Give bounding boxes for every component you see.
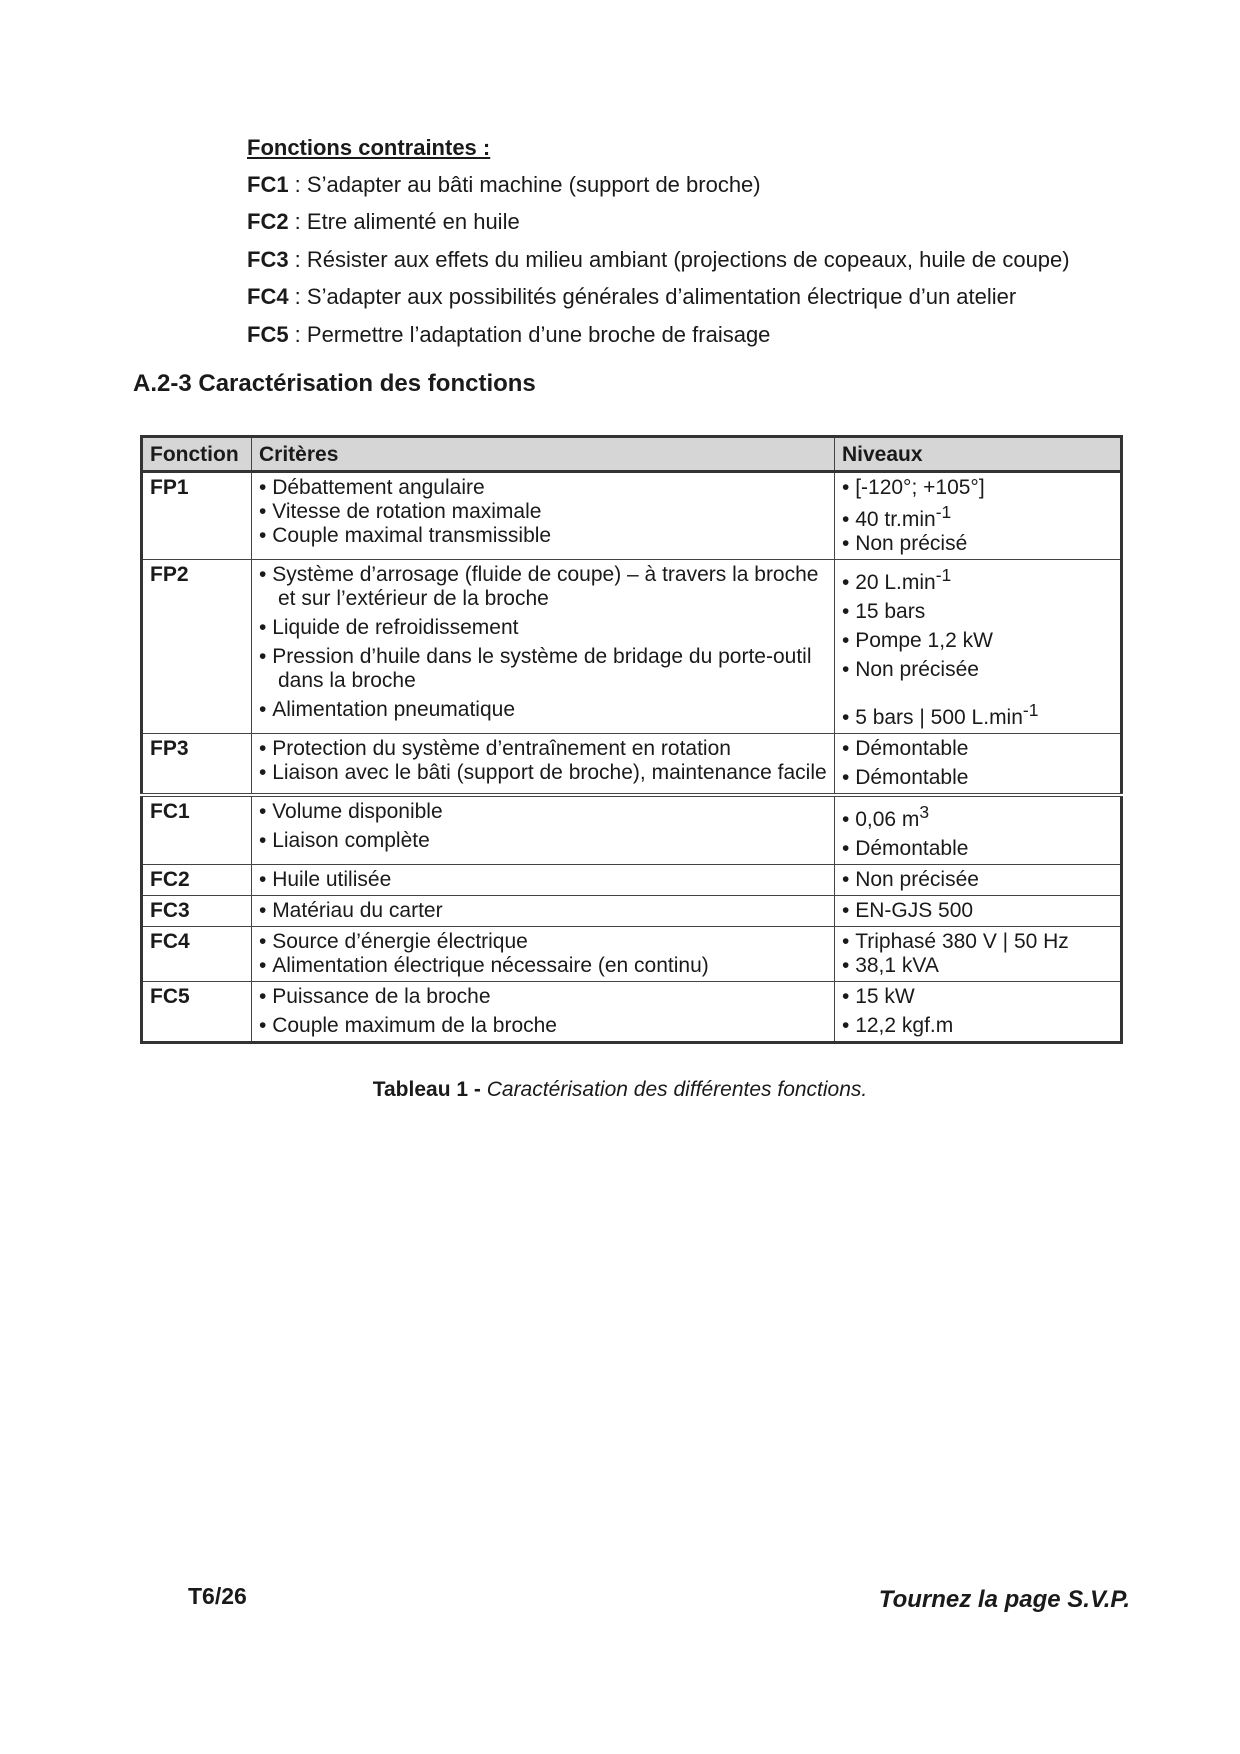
- table-row: [142, 927, 1122, 982]
- constraint-text: : Etre alimenté en huile: [288, 209, 520, 235]
- constraint-text: : S’adapter aux possibilités générales d’alimentation électrique d’un atelier: [288, 284, 1017, 310]
- criterion: • Alimentation pneumatique: [259, 698, 827, 722]
- criterion: • Pression d’huile dans le système de bridage du porte-outil dans la broche: [259, 645, 827, 693]
- table-row: [142, 472, 1122, 560]
- criteria-cell: [252, 896, 835, 927]
- criteria-cell: [252, 982, 835, 1043]
- caption-text: Caractérisation des différentes fonctions.: [486, 1078, 868, 1101]
- level: • 40 $tr.\min^{-1}$: [842, 500, 1113, 532]
- level: • Non précisé: [842, 532, 1113, 556]
- constraint-item: [247, 173, 1070, 210]
- header-criteria: Critères: [252, 437, 835, 472]
- table-row: [142, 982, 1122, 1043]
- criterion: • Protection du système d’entraînement en rotation: [259, 737, 827, 761]
- page-number: T6/26: [188, 1583, 247, 1609]
- levels-cell: [835, 795, 1122, 865]
- function-cell: FC4: [142, 927, 252, 982]
- table-row: [142, 560, 1122, 734]
- levels-cell: [835, 472, 1122, 560]
- function-cell: FC5: [142, 982, 252, 1043]
- criterion: • Matériau du carter: [259, 899, 827, 923]
- constraint-code: FC5: [247, 321, 289, 347]
- criterion: • Système d’arrosage (fluide de coupe) – à travers la broche et sur l’extérieur de la broche: [259, 563, 827, 611]
- levels-cell: [835, 734, 1122, 796]
- level: • EN-GJS 500: [842, 899, 1113, 923]
- constraint-item: [247, 210, 1070, 247]
- level: • 0,06 $m^3$: [842, 800, 1113, 832]
- levels-cell: [835, 927, 1122, 982]
- constraint-code: FC4: [247, 284, 289, 310]
- header-levels: Niveaux: [835, 437, 1122, 472]
- levels-cell: [835, 896, 1122, 927]
- section-title: A.2-3 Caractérisation des fonctions: [133, 370, 536, 397]
- level: • 38,1 kVA: [842, 954, 1113, 978]
- function-cell: FC3: [142, 896, 252, 927]
- level: • Démontable: [842, 737, 1113, 761]
- criteria-cell: [252, 734, 835, 796]
- constraint-item: [247, 323, 1070, 360]
- level: • Démontable: [842, 766, 1113, 790]
- criteria-cell: [252, 472, 835, 560]
- level: • Démontable: [842, 837, 1113, 861]
- criterion: • Huile utilisée: [259, 868, 827, 892]
- table-row: [142, 896, 1122, 927]
- level: • Pompe 1,2 kW: [842, 629, 1113, 653]
- header-function: Fonction: [142, 437, 252, 472]
- constraint-code: FC1: [247, 172, 289, 197]
- criteria-cell: [252, 560, 835, 734]
- criteria-cell: [252, 927, 835, 982]
- criterion: • Liaison avec le bâti (support de broche), maintenance facile: [259, 761, 827, 785]
- criterion: • Liaison complète: [259, 829, 827, 853]
- function-cell: FP1: [142, 472, 252, 560]
- levels-cell: [835, 982, 1122, 1043]
- constraint-text: : S’adapter au bâti machine (support de broche): [288, 172, 761, 197]
- caption-label: Tableau 1 -: [372, 1078, 487, 1101]
- levels-cell: [835, 560, 1122, 734]
- level: • Non précisée: [842, 658, 1113, 682]
- criteria-cell: [252, 795, 835, 865]
- table-row: [142, 865, 1122, 896]
- level: • 15 bars: [842, 600, 1113, 624]
- function-cell: FP3: [142, 734, 252, 796]
- criterion: • Vitesse de rotation maximale: [259, 500, 827, 524]
- table-caption: [0, 1078, 1240, 1102]
- level: • Non précisée: [842, 868, 1113, 892]
- level: • Triphasé 380 V | 50 Hz: [842, 930, 1113, 954]
- constraint-text: : Permettre l’adaptation d’une broche de fraisage: [288, 321, 771, 347]
- criterion: • Volume disponible: [259, 800, 827, 824]
- constraint-item: [247, 248, 1070, 285]
- function-cell: FC2: [142, 865, 252, 896]
- criterion: • Puissance de la broche: [259, 985, 827, 1009]
- table-row: [142, 734, 1122, 796]
- characterization-table: [140, 435, 1123, 1044]
- criterion: • Couple maximal transmissible: [259, 524, 827, 548]
- criterion: • Débattement angulaire: [259, 476, 827, 500]
- levels-cell: [835, 865, 1122, 896]
- criteria-cell: [252, 865, 835, 896]
- criterion: • Alimentation électrique nécessaire (en continu): [259, 954, 827, 978]
- level: • 20 $L.\min^{-1}$: [842, 563, 1113, 595]
- level: • 12,2 kgf.m: [842, 1014, 1113, 1038]
- table-header-row: [142, 437, 1122, 472]
- level: • 5 bars | 500 $L.\min^{-1}$: [842, 698, 1113, 730]
- level: • 15 kW: [842, 985, 1113, 1009]
- constraint-functions: [247, 136, 1070, 360]
- turn-page-note: Tournez la page S.V.P.: [878, 1586, 1130, 1613]
- criterion: • Source d’énergie électrique: [259, 930, 827, 954]
- constraint-text: : Résister aux effets du milieu ambiant (projections de copeaux, huile de coupe): [288, 246, 1070, 272]
- function-cell: FP2: [142, 560, 252, 734]
- criterion: • Couple maximum de la broche: [259, 1014, 827, 1038]
- function-cell: FC1: [142, 795, 252, 865]
- criterion: • Liquide de refroidissement: [259, 616, 827, 640]
- constraints-heading: Fonctions contraintes :: [247, 135, 491, 160]
- constraint-item: [247, 285, 1070, 322]
- constraint-code: FC3: [247, 246, 289, 272]
- table-row: [142, 795, 1122, 865]
- level: • [-120°; +105°]: [842, 476, 1113, 500]
- constraint-code: FC2: [247, 209, 289, 235]
